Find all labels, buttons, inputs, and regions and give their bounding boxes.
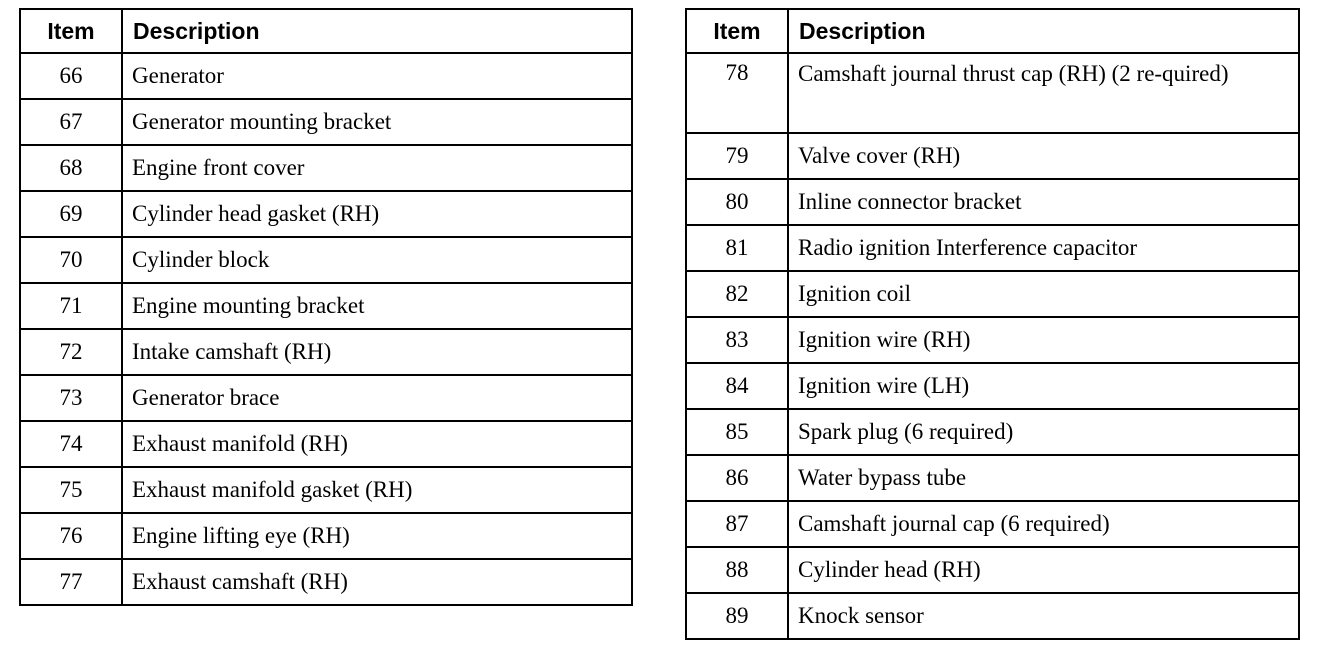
table-row: [686, 547, 1299, 593]
item-description: Knock sensor: [788, 593, 1299, 639]
item-description: Camshaft journal cap (6 required): [788, 501, 1299, 547]
table-row: [686, 317, 1299, 363]
parts-table-left: [19, 8, 633, 606]
item-description: Inline connector bracket: [788, 179, 1299, 225]
table-row: [686, 53, 1299, 133]
item-number: 82: [686, 271, 788, 317]
header-row: [20, 9, 632, 53]
item-description: Ignition wire (LH): [788, 363, 1299, 409]
item-description: Ignition wire (RH): [788, 317, 1299, 363]
parts-table-right: [685, 8, 1300, 640]
item-number: 79: [686, 133, 788, 179]
item-number: 77: [20, 559, 122, 605]
column-header-item: Item: [686, 9, 788, 53]
item-description: Exhaust manifold gasket (RH): [122, 467, 632, 513]
item-number: 70: [20, 237, 122, 283]
item-number: 66: [20, 53, 122, 99]
item-description: Valve cover (RH): [788, 133, 1299, 179]
table-row: [686, 409, 1299, 455]
table-row: [20, 99, 632, 145]
item-number: 88: [686, 547, 788, 593]
table-row: [20, 53, 632, 99]
table-row: [20, 513, 632, 559]
item-description: Cylinder block: [122, 237, 632, 283]
item-description: Intake camshaft (RH): [122, 329, 632, 375]
item-description: Cylinder head gasket (RH): [122, 191, 632, 237]
table-row: [20, 145, 632, 191]
item-number: 67: [20, 99, 122, 145]
item-description: Engine front cover: [122, 145, 632, 191]
item-description: Generator: [122, 53, 632, 99]
item-number: 83: [686, 317, 788, 363]
table-row: [20, 559, 632, 605]
table-row: [20, 329, 632, 375]
item-number: 73: [20, 375, 122, 421]
item-description: Engine lifting eye (RH): [122, 513, 632, 559]
column-header-description: Description: [122, 9, 632, 53]
item-number: 68: [20, 145, 122, 191]
table-row: [686, 501, 1299, 547]
column-header-description: Description: [788, 9, 1299, 53]
item-number: 81: [686, 225, 788, 271]
item-number: 85: [686, 409, 788, 455]
item-description: Water bypass tube: [788, 455, 1299, 501]
table-row: [686, 455, 1299, 501]
table-row: [20, 421, 632, 467]
item-number: 78: [686, 53, 788, 133]
item-number: 80: [686, 179, 788, 225]
table-row: [20, 237, 632, 283]
item-description: Exhaust camshaft (RH): [122, 559, 632, 605]
table-row: [686, 179, 1299, 225]
item-description: Generator brace: [122, 375, 632, 421]
item-description: Exhaust manifold (RH): [122, 421, 632, 467]
item-number: 89: [686, 593, 788, 639]
item-number: 84: [686, 363, 788, 409]
table-row: [20, 283, 632, 329]
item-number: 87: [686, 501, 788, 547]
item-description: Engine mounting bracket: [122, 283, 632, 329]
table-row: [20, 375, 632, 421]
item-number: 69: [20, 191, 122, 237]
item-number: 72: [20, 329, 122, 375]
table-row: [686, 271, 1299, 317]
table-row: [686, 363, 1299, 409]
table-row: [20, 191, 632, 237]
table-row: [686, 225, 1299, 271]
item-description: Camshaft journal thrust cap (RH) (2 re-quired): [788, 53, 1299, 133]
item-number: 74: [20, 421, 122, 467]
header-row: [686, 9, 1299, 53]
item-number: 71: [20, 283, 122, 329]
item-description: Generator mounting bracket: [122, 99, 632, 145]
item-description: Radio ignition Interference capacitor: [788, 225, 1299, 271]
item-number: 76: [20, 513, 122, 559]
item-description: Ignition coil: [788, 271, 1299, 317]
table-row: [686, 593, 1299, 639]
item-description: Spark plug (6 required): [788, 409, 1299, 455]
item-number: 75: [20, 467, 122, 513]
item-number: 86: [686, 455, 788, 501]
table-row: [20, 467, 632, 513]
item-description: Cylinder head (RH): [788, 547, 1299, 593]
column-header-item: Item: [20, 9, 122, 53]
table-row: [686, 133, 1299, 179]
